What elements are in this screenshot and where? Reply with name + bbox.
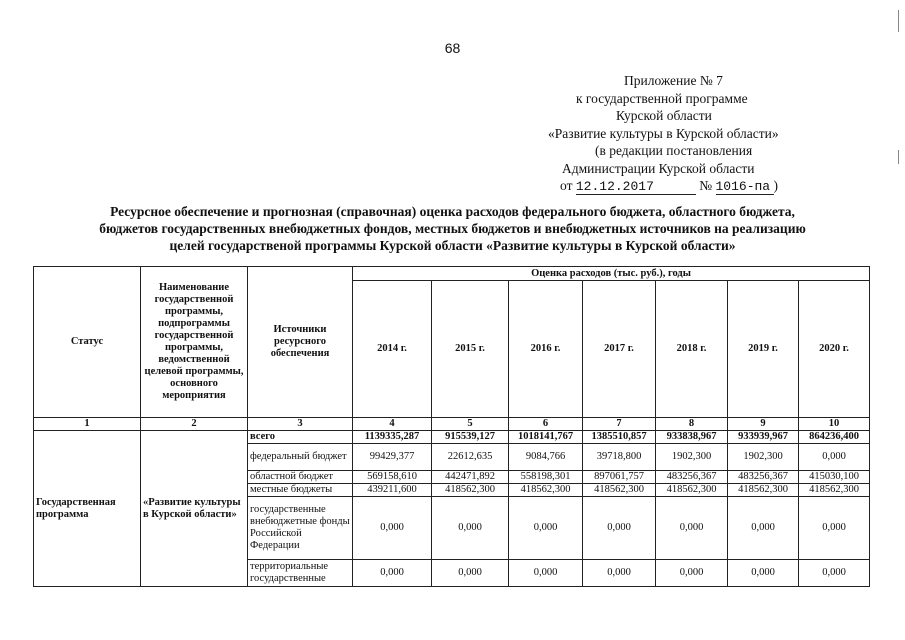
value-cell: 0,000 <box>656 560 728 587</box>
value-cell: 0,000 <box>432 560 509 587</box>
resolution-number: 1016-па <box>716 179 774 195</box>
value-cell: 483256,367 <box>728 471 799 484</box>
value-cell: 22612,635 <box>432 444 509 471</box>
header-year: 2017 г. <box>583 281 656 418</box>
scan-edge-mark-top <box>898 10 899 32</box>
appendix-block <box>548 72 848 195</box>
value-cell: 0,000 <box>728 560 799 587</box>
value-cell: 569158,610 <box>353 471 432 484</box>
header-year: 2018 г. <box>656 281 728 418</box>
value-cell: 933939,967 <box>728 431 799 444</box>
column-number: 2 <box>141 418 248 431</box>
value-cell: 418562,300 <box>583 484 656 497</box>
number-label: № <box>699 178 713 193</box>
source-cell: территориальные государственные <box>248 560 353 587</box>
from-label: от <box>560 178 573 193</box>
value-cell: 1902,300 <box>656 444 728 471</box>
column-number: 4 <box>353 418 432 431</box>
source-cell: федеральный бюджет <box>248 444 353 471</box>
document-title <box>30 203 875 254</box>
value-cell: 418562,300 <box>432 484 509 497</box>
value-cell: 99429,377 <box>353 444 432 471</box>
page-number: 68 <box>444 40 461 56</box>
source-cell: государственные внебюджетные фонды Российской Федерации <box>248 497 353 560</box>
appendix-date-line <box>548 177 848 195</box>
program-cell: «Развитие культуры в Курской области» <box>141 431 248 587</box>
value-cell: 415030,100 <box>799 471 870 484</box>
value-cell: 439211,600 <box>353 484 432 497</box>
closing-paren: ) <box>773 178 778 193</box>
column-number: 9 <box>728 418 799 431</box>
source-cell: областной бюджет <box>248 471 353 484</box>
column-number: 10 <box>799 418 870 431</box>
header-sources: Источники ресурсного обеспечения <box>248 267 353 418</box>
appendix-line: Приложение № 7 <box>624 73 723 88</box>
value-cell: 1385510,857 <box>583 431 656 444</box>
value-cell: 418562,300 <box>728 484 799 497</box>
column-number: 7 <box>583 418 656 431</box>
value-cell: 558198,301 <box>509 471 583 484</box>
column-number: 3 <box>248 418 353 431</box>
source-cell: местные бюджеты <box>248 484 353 497</box>
appendix-line: Администрации Курской области <box>562 160 755 176</box>
column-number: 5 <box>432 418 509 431</box>
appendix-line: «Развитие культуры в Курской области» <box>548 125 779 141</box>
value-cell: 1139335,287 <box>353 431 432 444</box>
value-cell: 9084,766 <box>509 444 583 471</box>
value-cell: 864236,400 <box>799 431 870 444</box>
header-row <box>34 267 870 281</box>
column-number-row <box>34 418 870 431</box>
value-cell: 0,000 <box>353 497 432 560</box>
value-cell: 418562,300 <box>799 484 870 497</box>
appendix-line: Курской области <box>616 108 712 123</box>
value-cell: 418562,300 <box>509 484 583 497</box>
title-line: целей государственой программы Курской области «Развитие культуры в Курской области» <box>169 238 736 253</box>
value-cell: 1902,300 <box>728 444 799 471</box>
value-cell: 0,000 <box>728 497 799 560</box>
appendix-line: (в редакции постановления <box>595 143 753 158</box>
scan-edge-mark-bottom <box>898 150 899 164</box>
value-cell: 39718,800 <box>583 444 656 471</box>
source-cell: всего <box>248 431 353 444</box>
column-number: 6 <box>509 418 583 431</box>
value-cell: 0,000 <box>799 560 870 587</box>
value-cell: 483256,367 <box>656 471 728 484</box>
value-cell: 0,000 <box>353 560 432 587</box>
resolution-date: 12.12.2017 <box>576 179 696 195</box>
value-cell: 0,000 <box>799 497 870 560</box>
title-line: Ресурсное обеспечение и прогнозная (справочная) оценка расходов федерального бюджета, областного бюджета, <box>110 204 795 219</box>
header-year: 2014 г. <box>353 281 432 418</box>
header-year: 2020 г. <box>799 281 870 418</box>
value-cell: 0,000 <box>432 497 509 560</box>
resource-table <box>33 266 870 587</box>
value-cell: 0,000 <box>656 497 728 560</box>
value-cell: 0,000 <box>509 497 583 560</box>
header-year: 2015 г. <box>432 281 509 418</box>
value-cell: 0,000 <box>799 444 870 471</box>
column-number: 8 <box>656 418 728 431</box>
header-estimate: Оценка расходов (тыс. руб.), годы <box>353 267 870 281</box>
table-row <box>34 431 870 444</box>
title-line: бюджетов государственных внебюджетных фондов, местных бюджетов и внебюджетных источников на реализацию <box>99 221 806 236</box>
value-cell: 0,000 <box>583 560 656 587</box>
header-status: Статус <box>34 267 141 418</box>
appendix-line: к государственной программе <box>576 90 748 106</box>
header-year: 2019 г. <box>728 281 799 418</box>
value-cell: 933838,967 <box>656 431 728 444</box>
header-year: 2016 г. <box>509 281 583 418</box>
header-name: Наименование государственной программы, подпрограммы государственной программы, ведомственной целевой программы, основного мероприятия <box>141 267 248 418</box>
column-number: 1 <box>34 418 141 431</box>
value-cell: 1018141,767 <box>509 431 583 444</box>
value-cell: 897061,757 <box>583 471 656 484</box>
value-cell: 0,000 <box>583 497 656 560</box>
value-cell: 0,000 <box>509 560 583 587</box>
value-cell: 442471,892 <box>432 471 509 484</box>
value-cell: 915539,127 <box>432 431 509 444</box>
status-cell: Государственная программа <box>34 431 141 587</box>
value-cell: 418562,300 <box>656 484 728 497</box>
